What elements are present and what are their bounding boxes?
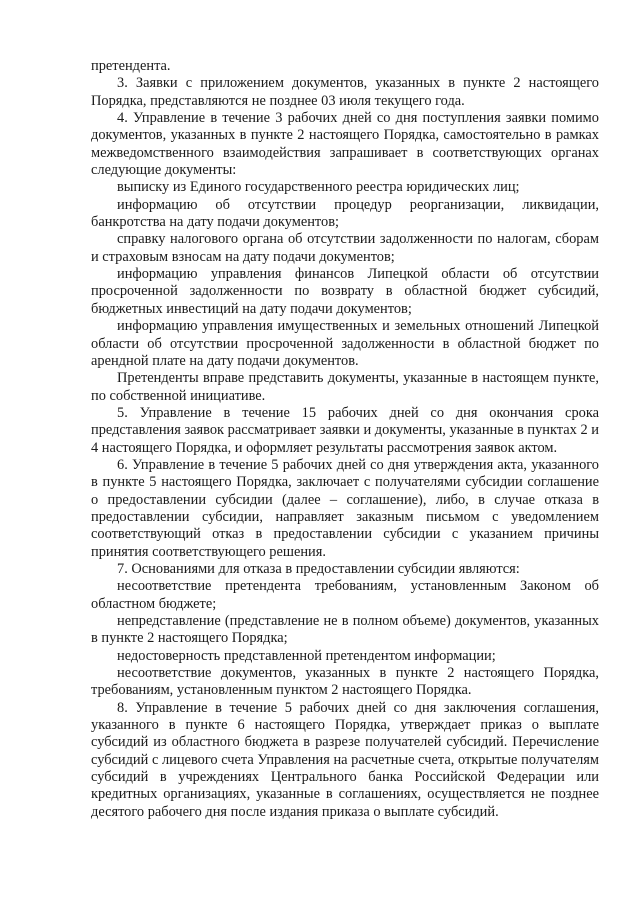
paragraph-item-8: 8. Управление в течение 5 рабочих дней со дня заключения соглашения, указанного в пункте 6 настоящего Порядка, утверждает приказ о выплате субсидий из областного бюджета в разрезе получателей субсидий. Перечисление субсидий с лицевого счета Управления на расчетные счета, открытые получателям субсидий в учреждениях Центрального банка Российской Федерации или кредитных организациях, указанные в соглашениях, осуществляется не позднее десятого рабочего дня после издания приказа о выплате субсидий. <box>91 699 599 820</box>
document-page <box>91 58 599 821</box>
paragraph-refusal-false-info: недостоверность представленной претендентом информации; <box>117 647 496 664</box>
paragraph-finance-info: информацию управления финансов Липецкой области об отсутствии просроченной задолженности по возврату в областной бюджет субсидий, бюджетных инвестиций на дату подачи документов; <box>91 266 599 317</box>
paragraph-item-7: 7. Основаниями для отказа в предоставлении субсидии являются: <box>117 560 520 577</box>
paragraph-reorganization-info: информацию об отсутствии процедур реорганизации, ликвидации, банкротства на дату подачи документов; <box>91 196 599 231</box>
paragraph-item-3: 3. Заявки с приложением документов, указанных в пункте 2 настоящего Порядка, представляются не позднее 03 июля текущего года. <box>91 75 599 109</box>
paragraph-tax-certificate: справку налогового органа об отсутствии задолженности по налогам, сборам и страховым взносам на дату подачи документов; <box>91 231 599 265</box>
paragraph-refusal-documents: непредставление (представление не в полном объеме) документов, указанных в пункте 2 настоящего Порядка; <box>91 613 599 647</box>
paragraph-item-5: 5. Управление в течение 15 рабочих дней со дня окончания срока представления заявок рассматривает заявки и документы, указанные в пунктах 2 и 4 настоящего Порядка, и оформляет результаты рассмотрения заявок актом. <box>91 404 599 456</box>
paragraph-item-4: 4. Управление в течение 3 рабочих дней со дня поступления заявки помимо документов, указанных в пункте 2 настоящего Порядка, самостоятельно в рамках межведомственного взаимодействия запрашивает в соответствующих органах следующие документы: <box>91 110 599 179</box>
paragraph-continuation: претендента. <box>91 58 171 74</box>
paragraph-own-initiative: Претенденты вправе представить документы, указанные в настоящем пункте, по собственной инициативе. <box>91 370 599 404</box>
paragraph-property-info: информацию управления имущественных и земельных отношений Липецкой области об отсутствии просроченной задолженности в областной бюджет по арендной плате на дату подачи документов. <box>91 318 599 369</box>
paragraph-refusal-requirements: несоответствие претендента требованиям, установленным Законом об областном бюджете; <box>91 578 599 612</box>
paragraph-item-6: 6. Управление в течение 5 рабочих дней со дня утверждения акта, указанного в пункте 5 настоящего Порядка, заключает с получателями субсидии соглашение о предоставлении субсидии (далее – соглашение), либо, в случае отказа в предоставлении субсидии, направляет заказным письмом с уведомлением соответствующий отказ в предоставлении субсидии с указанием причины принятия соответствующего решения. <box>91 456 599 560</box>
paragraph-egrul-extract: выписку из Единого государственного реестра юридических лиц; <box>117 179 520 196</box>
paragraph-refusal-mismatch: несоответствие документов, указанных в пункте 2 настоящего Порядка, требованиям, установленным пунктом 2 настоящего Порядка. <box>91 665 599 699</box>
